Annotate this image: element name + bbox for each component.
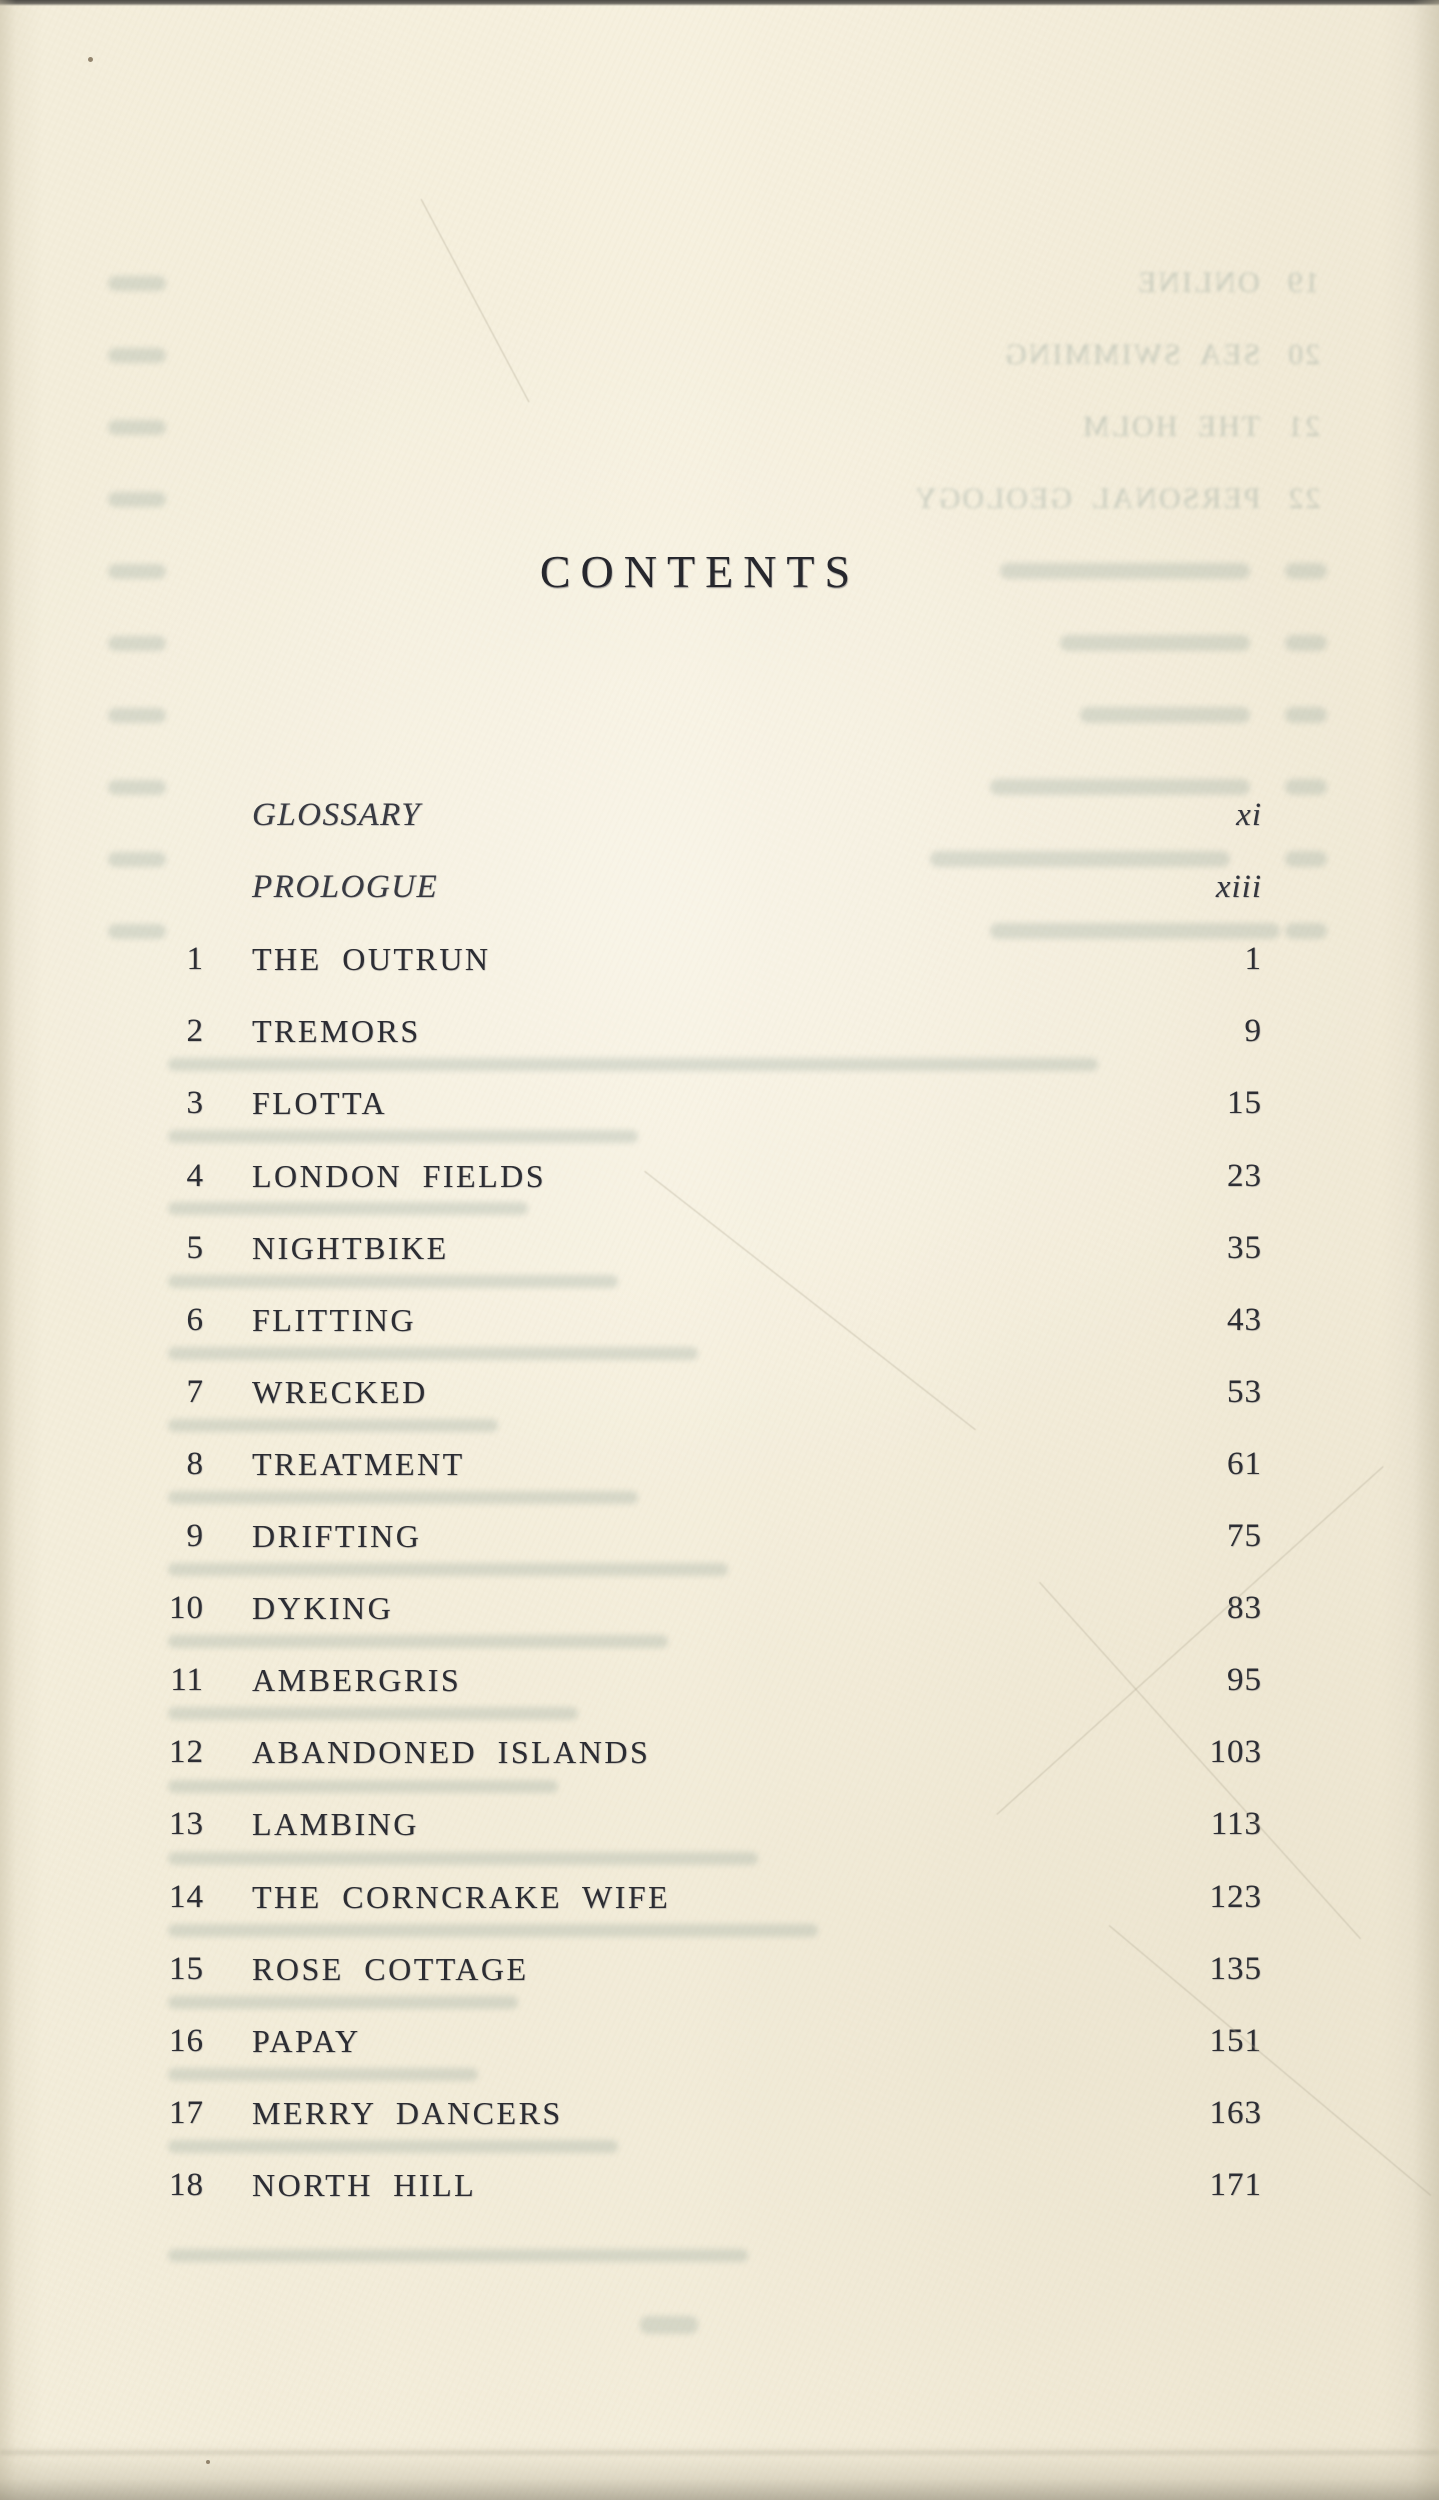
show-through-text-line [168,1996,518,2009]
chapter-number: 1 [186,941,204,978]
show-through-chapter-number: 20 [1286,338,1320,371]
show-through-toc-smudge [1080,707,1250,723]
show-through-text-line [168,2249,748,2262]
chapter-number: 15 [169,1950,204,1987]
front-matter-row [0,865,1439,909]
page-number: 35 [1227,1229,1262,1266]
toc-row [0,937,1439,981]
show-through-text-line [168,1491,638,1504]
chapter-number: 17 [169,2094,204,2131]
show-through-chapter-number: 22 [1286,482,1320,515]
page-number: xiii [1215,869,1262,906]
chapter-title: TREATMENT [252,1445,465,1482]
chapter-number: 9 [186,1518,204,1554]
show-through-chapter-title: THE HOLM [1080,410,1260,443]
front-matter-label: PROLOGUE [252,869,439,906]
show-through-text-line [168,1130,638,1143]
chapter-title: WRECKED [252,1373,428,1410]
chapter-title: LONDON FIELDS [252,1157,547,1194]
chapter-title: NORTH HILL [252,2166,477,2203]
show-through-chapter-title: PERSONAL GEOLOGY [912,482,1260,515]
toc-row [0,2163,1439,2207]
chapter-number: 3 [186,1085,204,1122]
chapter-number: 14 [169,1878,204,1915]
toc-row [0,1442,1439,1486]
chapter-title: DRIFTING [252,1518,422,1554]
show-through-text-line [168,1707,578,1720]
show-through-toc-row [913,479,1320,519]
show-through-folio-blob [108,348,166,363]
chapter-title: FLOTTA [252,1085,388,1122]
chapter-number: 8 [186,1445,204,1482]
scan-top-edge [0,0,1439,6]
show-through-folio-blob [108,708,166,723]
page-number: 61 [1227,1445,1262,1482]
show-through-text-line [168,1202,528,1215]
chapter-title: MERRY DANCERS [252,2094,563,2131]
show-through-text-line [168,1924,818,1937]
show-through-text-line [168,1780,558,1793]
chapter-title: ROSE COTTAGE [252,1950,529,1987]
page-number: xi [1236,797,1262,833]
chapter-number: 6 [186,1301,204,1338]
toc-row [0,1658,1439,1702]
toc-row [0,2019,1439,2063]
chapter-number: 16 [169,2022,204,2059]
page-number: 113 [1210,1806,1262,1843]
chapter-title: THE CORNCRAKE WIFE [252,1878,671,1915]
show-through-toc-row [1136,263,1320,303]
toc-row [0,1226,1439,1270]
page-number: 1 [1244,941,1262,978]
chapter-number: 11 [170,1662,204,1699]
show-through-chapter-title: SEA SWIMMING [1002,338,1260,371]
paper-scratch [421,199,530,403]
chapter-number: 13 [169,1806,204,1843]
toc-row [0,1947,1439,1991]
page-title: CONTENTS [539,546,861,597]
chapter-title: FLITTING [252,1301,416,1338]
page-number: 163 [1209,2094,1262,2131]
show-through-text-line [168,1347,698,1360]
show-through-folio-smudge [640,2316,698,2334]
show-through-text-line [168,2140,618,2153]
chapter-number: 5 [186,1229,204,1266]
show-through-folio-blob [108,420,166,435]
toc-row [0,1802,1439,1846]
chapter-number: 2 [186,1013,204,1050]
show-through-text-line [168,2068,478,2081]
front-matter-row [0,793,1439,837]
page-number: 103 [1209,1734,1262,1771]
chapter-title: AMBERGRIS [252,1662,462,1699]
toc-row [0,1154,1439,1198]
show-through-toc-smudge [1060,635,1250,651]
chapter-title: LAMBING [252,1806,419,1843]
chapter-title: THE OUTRUN [252,941,491,978]
page-number: 135 [1209,1950,1262,1987]
show-through-text-line [168,1635,668,1648]
paper-crease [0,2451,1439,2454]
toc-row [0,1514,1439,1558]
toc-row [0,1875,1439,1919]
show-through-text-line [168,1852,758,1865]
toc-row [0,1298,1439,1342]
page-number: 15 [1227,1085,1262,1122]
chapter-number: 18 [169,2166,204,2203]
show-through-toc-row [1081,407,1320,447]
show-through-text-line [168,1419,498,1432]
chapter-title: DYKING [252,1590,394,1627]
show-through-number-smudge [1285,635,1327,651]
page-number: 23 [1227,1157,1262,1194]
show-through-text-line [168,1563,728,1576]
chapter-title: PAPAY [252,2022,361,2059]
scan-bottom-shadow [0,2440,1439,2500]
paper-speck [88,57,93,62]
toc-row [0,1081,1439,1125]
chapter-number: 12 [169,1734,204,1771]
chapter-number: 10 [169,1590,204,1627]
toc-row [0,1730,1439,1774]
chapter-title: TREMORS [252,1013,421,1050]
page-number: 123 [1209,1878,1262,1915]
page-number: 151 [1209,2022,1262,2059]
chapter-title: NIGHTBIKE [252,1229,449,1266]
chapter-number: 4 [186,1157,204,1194]
front-matter-label: GLOSSARY [252,797,422,833]
show-through-number-smudge [1285,707,1327,723]
show-through-text-line [168,1058,1098,1071]
toc-row [0,1009,1439,1053]
page-number: 75 [1227,1518,1262,1554]
page-number: 83 [1227,1590,1262,1627]
page-number: 95 [1227,1662,1262,1699]
chapter-title: ABANDONED ISLANDS [252,1734,651,1771]
show-through-text-line [168,1275,618,1288]
page-number: 43 [1227,1301,1262,1338]
page-number: 171 [1209,2166,1262,2203]
show-through-chapter-title: ONLINE [1136,266,1260,299]
show-through-folio-blob [108,492,166,507]
page-number: 53 [1227,1373,1262,1410]
show-through-folio-blob [108,636,166,651]
chapter-number: 7 [186,1373,204,1410]
paper-speck [206,2460,210,2464]
show-through-folio-blob [108,276,166,291]
show-through-chapter-number: 21 [1286,410,1320,443]
page-number: 9 [1244,1013,1262,1050]
show-through-toc-row [1003,335,1320,375]
toc-row [0,2091,1439,2135]
toc-row [0,1370,1439,1414]
show-through-chapter-number: 19 [1286,266,1320,299]
